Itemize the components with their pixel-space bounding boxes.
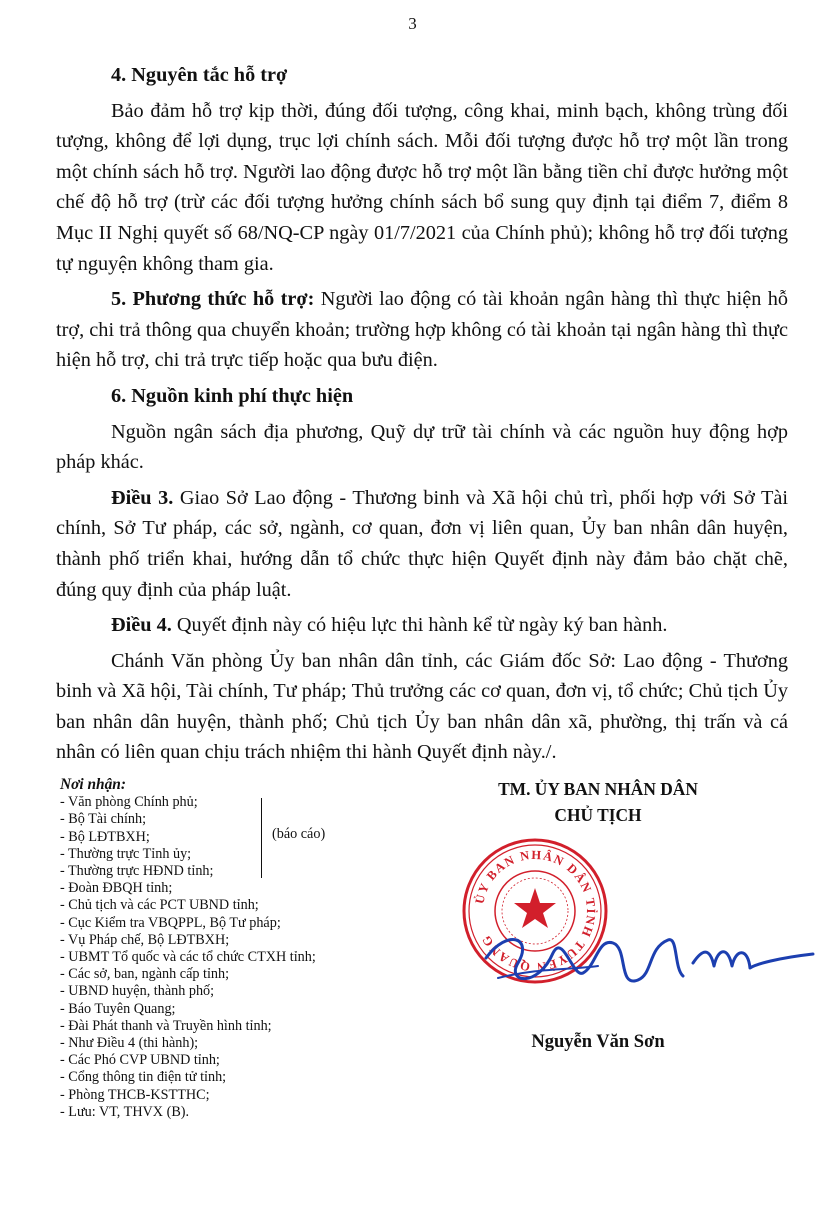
signer-name: Nguyễn Văn Sơn [531, 1032, 665, 1052]
recipient-item: - Lưu: VT, THVX (B). [60, 1103, 190, 1120]
recipient-item: - Đài Phát thanh và Truyền hình tỉnh; [60, 1017, 272, 1034]
page-number: 3 [408, 14, 417, 33]
recipient-item: - Văn phòng Chính phủ; [60, 794, 198, 811]
recipient-item: - UBND huyện, thành phố; [60, 983, 215, 1000]
recipient-item: - Đoàn ĐBQH tỉnh; [60, 880, 173, 897]
recipient-item: - Các sở, ban, ngành cấp tỉnh; [60, 966, 230, 983]
seal-and-signature-area [438, 828, 758, 1048]
section-5-body: Người lao động có tài khoản ngân hàng thì thực hiện hỗ trợ, chi trả thông qua chuyển khoản; trường hợp không có tài khoản tại ngân hàng thì thực hiện hỗ trợ, chi trả trực tiếp hoặc qua bưu điện. [56, 288, 788, 372]
section-4-heading: 4. Nguyên tắc hỗ trợ [111, 64, 288, 86]
recipient-item: - Cục Kiểm tra VBQPPL, Bộ Tư pháp; [60, 914, 281, 931]
article-3-body: Giao Sở Lao động - Thương binh và Xã hội chủ trì, phối hợp với Sở Tài chính, Sở Tư pháp, các sở, ngành, cơ quan, đơn vị liên quan, Ủy ban nhân dân huyện, thành phố triển khai, hướng dẫn tổ chức thực hiện Quyết định này đảm bảo chặt chẽ, đúng quy định của pháp luật. [56, 486, 788, 601]
reporting-recipients-group [60, 794, 420, 880]
recipient-item: - Chủ tịch và các PCT UBND tỉnh; [60, 897, 259, 914]
recipient-item: - Phòng THCB-KSTTHC; [60, 1086, 210, 1103]
recipient-item: - UBMT Tổ quốc và các tổ chức CTXH tỉnh; [60, 949, 316, 966]
article-4-label: Điều 4. [111, 614, 172, 637]
recipient-item: - Bộ Tài chính; [60, 811, 147, 828]
section-6-body: Nguồn ngân sách địa phương, Quỹ dự trữ tài chính và các nguồn huy động hợp pháp khác. [56, 420, 788, 474]
signatory-org-title: TM. ỦY BAN NHÂN DÂN [498, 779, 698, 799]
section-6-heading: 6. Nguồn kinh phí thực hiện [111, 384, 354, 407]
decision-body [56, 60, 788, 773]
recipient-item: - Như Điều 4 (thi hành); [60, 1035, 199, 1052]
recipient-item: - Cổng thông tin điện tử tỉnh; [60, 1069, 227, 1086]
section-5-label: 5. Phương thức hỗ trợ: [111, 288, 315, 311]
article-3-label: Điều 3. [111, 486, 174, 509]
group-note: (báo cáo) [272, 826, 326, 843]
recipient-item: - Bộ LĐTBXH; [60, 828, 150, 845]
recipients-title: Nơi nhận: [60, 776, 126, 793]
recipients-list [60, 776, 420, 1121]
seal-text: ỦY BAN NHÂN DÂN TỈNH TUYÊN QUANG [472, 847, 599, 975]
section-4-body: Bảo đảm hỗ trợ kịp thời, đúng đối tượng, công khai, minh bạch, không trùng đối tượng, không để lợi dụng, trục lợi chính sách. Mỗi đối tượng được hỗ trợ một lần trong một chính sách hỗ trợ. Người lao động được hỗ trợ một lần bằng tiền chỉ được hưởng một chế độ hỗ trợ (trừ các đối tượng hưởng chính sách bổ sung quy định tại điểm 7, điểm 8 Mục II Nghị quyết số 68/NQ-CP ngày 01/7/2021 của Chính phủ); không hỗ trợ đối tượng tự nguyện không tham gia. [56, 99, 788, 275]
recipient-item: - Thường trực Tỉnh ủy; [60, 845, 192, 862]
article-4-paragraph [56, 610, 788, 641]
recipient-item: - Thường trực HĐND tỉnh; [60, 863, 214, 880]
signature-block [438, 776, 758, 1052]
section-5-paragraph [56, 284, 788, 376]
closing-paragraph: Chánh Văn phòng Ủy ban nhân dân tỉnh, các Giám đốc Sở: Lao động - Thương binh và Xã hội, Tài chính, Tư pháp; Thủ trưởng các cơ quan, đơn vị, tổ chức; Chủ tịch Ủy ban nhân dân huyện, thành phố; Chủ tịch Ủy ban nhân dân xã, phường, thị trấn và cá nhân có liên quan chịu trách nhiệm thi hành Quyết định này./. [56, 649, 788, 764]
recipient-item: - Báo Tuyên Quang; [60, 1000, 176, 1017]
handwritten-signature [478, 918, 818, 1008]
recipient-item: - Các Phó CVP UBND tỉnh; [60, 1052, 220, 1069]
article-4-body: Quyết định này có hiệu lực thi hành kể từ ngày ký ban hành. [171, 614, 668, 637]
signatory-position: CHỦ TỊCH [554, 805, 642, 825]
recipient-item: - Vụ Pháp chế, Bộ LĐTBXH; [60, 931, 230, 948]
group-bracket [261, 798, 262, 878]
article-3-paragraph [56, 483, 788, 605]
